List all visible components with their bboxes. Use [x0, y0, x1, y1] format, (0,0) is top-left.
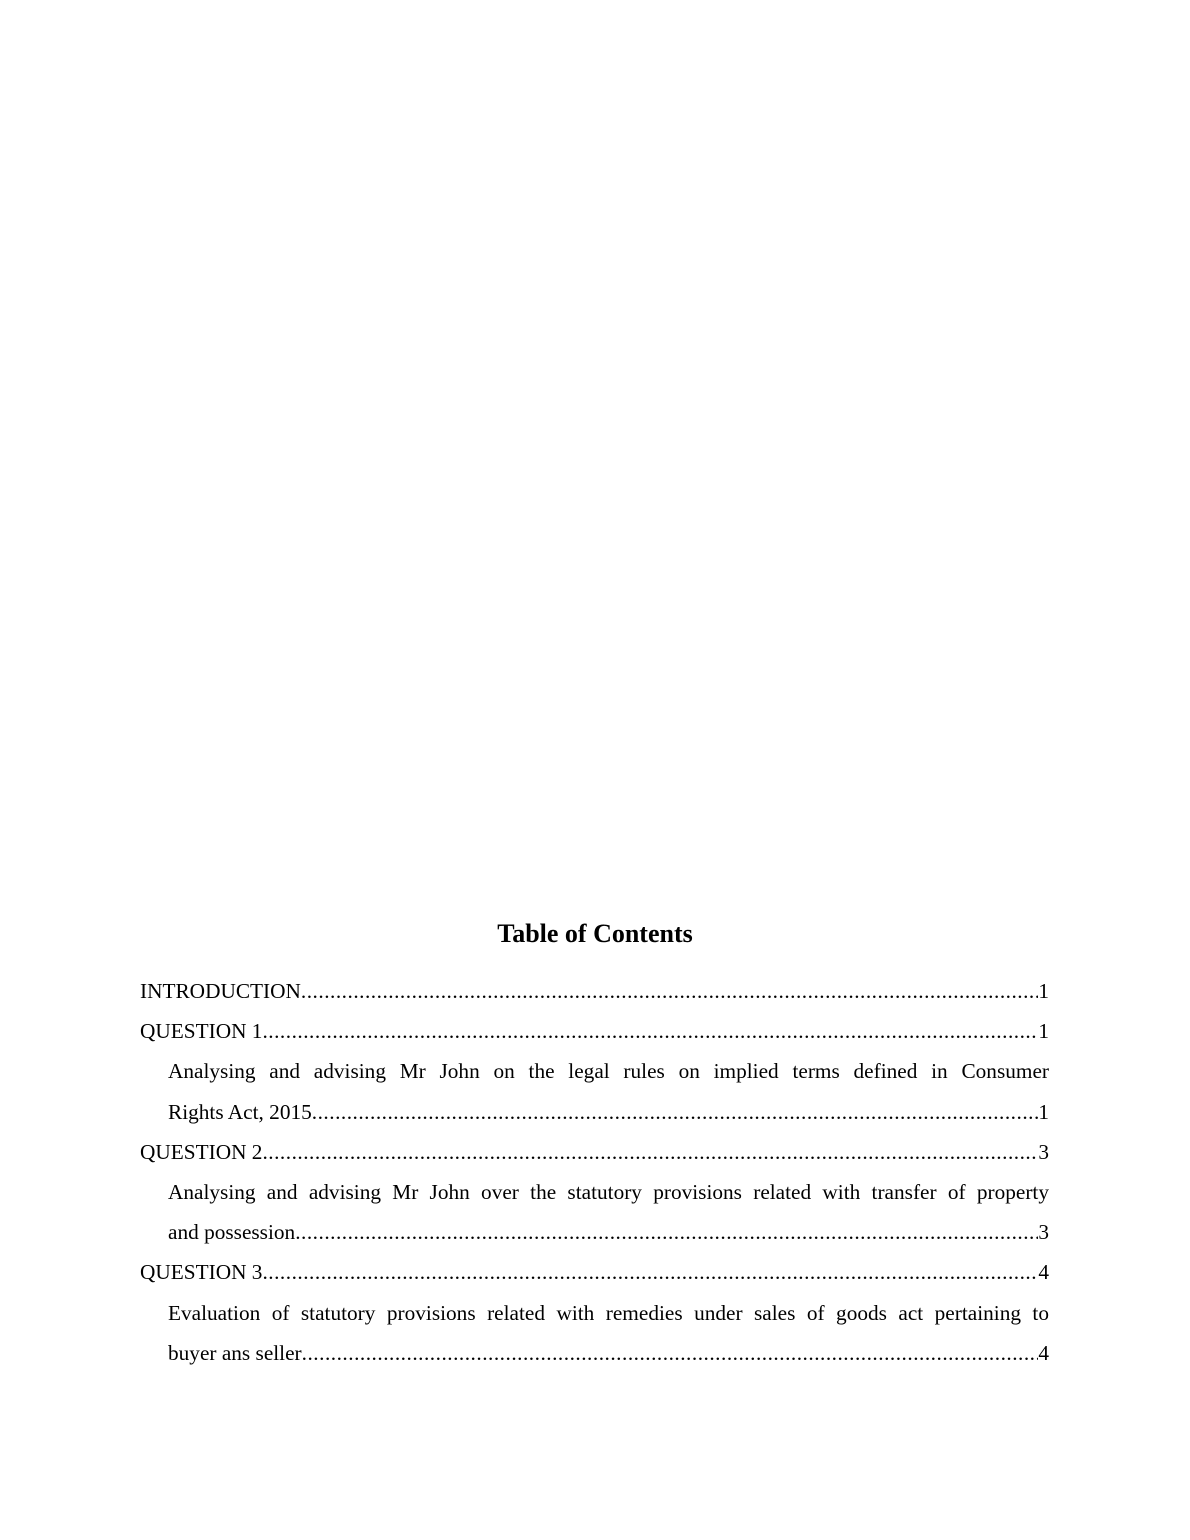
toc-page-number: 1: [1038, 1019, 1049, 1044]
toc-entry-text-line-1: Analysing and advising Mr John on the legal rules on implied terms defined in Consumer: [168, 1059, 1049, 1084]
table-of-contents: [140, 971, 1049, 1373]
toc-entry-text: Rights Act, 2015: [168, 1099, 312, 1124]
toc-entry-question-3[interactable]: [140, 1252, 1049, 1292]
toc-entry-remedies[interactable]: [140, 1293, 1049, 1373]
toc-entry-question-2[interactable]: [140, 1132, 1049, 1172]
toc-entry-introduction[interactable]: [140, 971, 1049, 1011]
toc-page-number: 4: [1038, 1260, 1049, 1285]
toc-entry-text: QUESTION 3: [140, 1260, 263, 1285]
toc-entry-transfer-of-property[interactable]: [140, 1172, 1049, 1252]
toc-page-number: 3: [1038, 1139, 1049, 1164]
toc-entry-text-line-1: Evaluation of statutory provisions related with remedies under sales of goods act pertaining to: [168, 1300, 1049, 1325]
toc-page-number: 3: [1038, 1220, 1049, 1245]
toc-entry-implied-terms[interactable]: [140, 1051, 1049, 1131]
toc-page-number: 1: [1038, 979, 1049, 1003]
toc-entry-text: QUESTION 1: [140, 1019, 263, 1044]
toc-leader-dots: [295, 1212, 1038, 1252]
toc-entry-text: and possession: [168, 1220, 296, 1245]
toc-leader-dots: [262, 1011, 1038, 1051]
toc-page-number: 1: [1038, 1099, 1049, 1124]
toc-entry-text-line-1: Analysing and advising Mr John over the statutory provisions related with transfer of property: [168, 1180, 1049, 1205]
toc-leader-dots: [302, 1333, 1039, 1373]
toc-page-number: 4: [1038, 1340, 1049, 1365]
toc-entry-text: INTRODUCTION: [140, 979, 301, 1003]
toc-leader-dots: [301, 971, 1038, 1011]
toc-leader-dots: [262, 1132, 1038, 1172]
toc-title: Table of Contents: [497, 919, 693, 948]
toc-entry-question-1[interactable]: [140, 1011, 1049, 1051]
toc-entry-text: buyer ans seller: [168, 1340, 302, 1365]
toc-leader-dots: [262, 1252, 1038, 1292]
toc-leader-dots: [312, 1092, 1039, 1132]
toc-entry-text: QUESTION 2: [140, 1139, 263, 1164]
